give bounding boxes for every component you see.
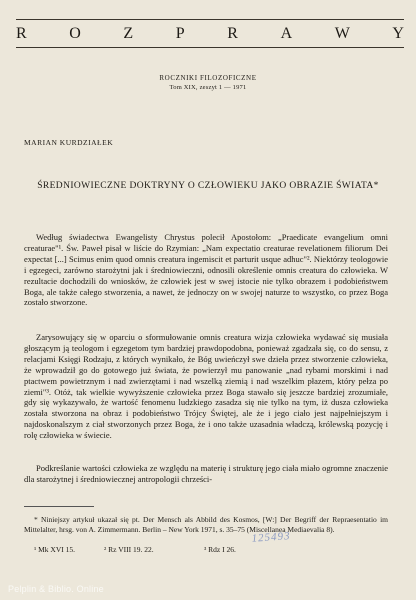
- footnote-ref: ³ Rdz I 26.: [204, 545, 236, 554]
- journal-volume: Tom XIX, zeszyt 1 — 1971: [169, 84, 247, 91]
- section-title: [16, 24, 404, 44]
- footnote-star: * Niniejszy artykuł ukazał się pt. Der Mensch als Abbild des Kosmos, [W:] Der Begriff der Repraesentatio im Mittelalter, hrsg. von A. Zimmermann. Berlin – New York 1971, s. 35–75 (Miscellanea Mediaevalia 8).: [24, 515, 388, 534]
- section-letter: O: [69, 25, 81, 42]
- article-title: ŚREDNIOWIECZNE DOKTRYNY O CZŁOWIEKU JAKO OBRAZIE ŚWIATA*: [37, 181, 379, 191]
- header-bottom-rule: [16, 47, 404, 48]
- section-letter: A: [280, 25, 293, 42]
- section-letter: R: [16, 25, 27, 42]
- author-name: MARIAN KURDZIAŁEK: [24, 138, 114, 147]
- header-top-rule: [16, 19, 404, 20]
- journal-name: ROCZNIKI FILOZOFICZNE: [159, 74, 257, 82]
- library-stamp: 125493: [251, 530, 291, 545]
- section-letter: Z: [123, 25, 134, 42]
- watermark: Pelplin & Biblio. Online: [8, 584, 104, 594]
- section-letter: R: [227, 25, 238, 42]
- body-paragraph: Podkreślanie wartości człowieka ze względu na materię i strukturę jego ciała miało ogromne znaczenie dla starożytnej i średniowiecznej antropologii chrześci-: [24, 463, 388, 484]
- footnote-rule: [24, 506, 94, 507]
- body-paragraph: Zarysowujący się w oparciu o sformułowanie omnis creatura wizja człowieka wydawać się musiała głoszącym ją teologom i egzegetom tym bardziej prawdopodobna, ponieważ zgadzała się, co do sensu, z relacjami Księgi Rodzaju, z których wynikało, że Bóg uwieńczył swe dzieła przez stworzenie człowieka, że wprowadził go do gotowego już świata, że powierzył mu panowanie „nad rybami morskimi i nad ptactwem powietrznym i nad zwierzętami i nad wszelką ziemią i nad wszelkim płazem, który pełza po ziemi"³. Otóż, tak wielkie wywyższenie człowieka przez Boga stawało się jeszcze bardziej zrozumiałe, gdy się wykazywało, że wartość fenomenu ludzkiego zasadza się nie tylko na tym, iż dusza człowieka została stworzona na obraz i podobieństwo Trójcy Świętej, ale że i jego ciało jest najpełniejszym i najdoskonalszym z ciał stworzonych przez Boga, że i ono także uzasadnia władczą, królewską pozycję i rolę człowieka w świecie.: [24, 332, 388, 441]
- footnote-ref: ¹ Mk XVI 15.: [34, 545, 75, 554]
- section-letter: Y: [392, 25, 404, 42]
- section-letter: W: [334, 25, 350, 42]
- section-letter: P: [175, 25, 185, 42]
- body-paragraph: Według świadectwa Ewangelisty Chrystus polecił Apostołom: „Praedicate evangelium omni creaturae"¹. Św. Paweł pisał w liście do Rzymian: „Nam expectatio creaturae revelationem filiorum Dei expectat [...] Scimus enim quod omnis creatura ingemiscit et parturit usque adhuc"². Niektórzy teologowie i egzegeci, zarówno starożytni jak i średniowieczni, odnosili określenie omnis creatura do człowieka. W rezultacie dochodzili do wniosków, że człowiek jest w swej istocie nie tylko obrazem i podobieństwem Boga, ale także całego stworzenia, a nawet, że jednoczy on w swojej naturze to wszystko, co przez Boga zostało stworzone.: [24, 232, 388, 308]
- footnote-ref: ² Rz VIII 19. 22.: [104, 545, 154, 554]
